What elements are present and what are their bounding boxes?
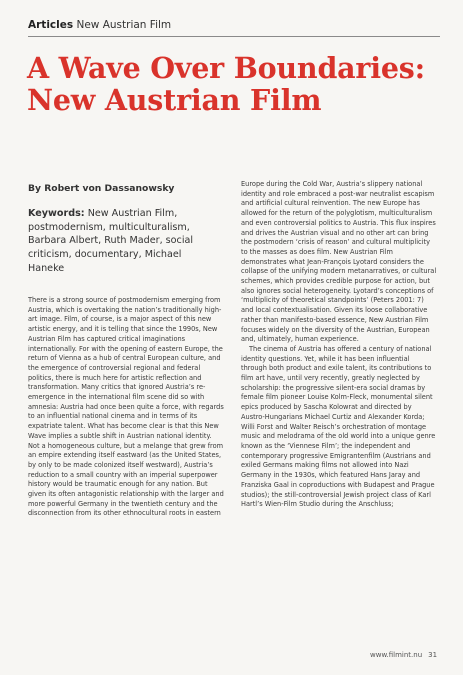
keywords-label: Keywords: <box>28 208 85 219</box>
article-title: A Wave Over Boundaries: New Austrian Film <box>27 51 425 117</box>
keywords-block <box>28 207 208 276</box>
section-label <box>28 19 171 31</box>
footer-url: www.filmint.nu <box>370 651 423 659</box>
body-paragraph: The cinema of Austria has offered a century of national identity questions. Yet, while it has been influential through both product and exile talent, its contributions to film art have, until very recently, greatly neglected by scholarship: the progressive silent-era social dramas by female film pioneer Louise Kolm-Fleck, monumental silent epics produced by Sascha Kolowrat and directed by Austro-Hungarians Michael Curtiz and Alexander Korda; Willi Forst and Walter Reisch’s orchestration of montage music and melodrama of the old world into a unique genre known as the ‘Viennese Film’; the independent and contemporary progressive Emigrantenfilm (Austrians and exiled Germans making films not allowed into Nazi Germany in the 1930s, which featured Hans Jaray and Franziska Gaal in coproductions with Budapest and Prague studios); the still-controversial Jewish project class of Karl Hartl’s Wien-Film Studio during the Anschluss; <box>241 344 436 509</box>
body-paragraph: Europe during the Cold War, Austria’s slippery national identity and role embraced a post-war neutralist escapism and artificial cultural reinvention. The new Europe has allowed for the return of the polyglotism, multiculturalism and even controversial politics to Austria. This flux inspires and drives the Austrian visual and no other art can bring the postmodern ‘crisis of reason’ and cultural multiplicity to the masses as does film. New Austrian Film demonstrates what Jean-François Lyotard considers the collapse of the unifying modern metanarratives, or cultural schemes, which provides credible purpose for action, but also ignores social heterogeneity. Lyotard’s conceptions of ‘multiplicity of theoretical standpoints’ (Peters 2001: 7) and local contextualisation. Given its loose collaborative rather than manifesto-based essence, New Austrian Film focuses widely on the diversity of the Austrian, European and, ultimately, human experience. <box>241 180 437 344</box>
section-name: Articles <box>28 19 74 31</box>
byline: By Robert von Dassanowsky <box>28 183 175 194</box>
body-paragraph: There is a strong source of postmodernism emerging from Austria, which is overtaking the nation’s traditionally high-art image. Film, of course, is a major aspect of this new artistic energy, and it is telling that since the 1990s, New Austrian Film has captured critical imaginations internationally. For with the opening of eastern Europe, the return of Vienna as a hub of central European culture, and the emergence of controversial regional and federal politics, there is much here for artistic reflection and transformation. Many critics that ignored Austria’s re-emergence in the international film scene did so with amnesia: Austria had once been quite a force, with regards to an influential national cinema and in terms of its expatriate talent. What has become clear is that this New Wave implies a subtle shift in Austrian national identity. Not a homogeneous culture, but a melange that grew from an empire extending itself eastward (as the United States, by only to be made colonized itself westward), Austria’s reduction to a small country with an imperial superpower history would be traumatic enough for any nation. But given its often antagonistic relationship with the larger and more powerful Germany in the twentieth century and the disconnection from its other ethnocultural roots in eastern <box>28 296 224 518</box>
page-number: 31 <box>428 651 438 659</box>
header-rule <box>28 36 440 37</box>
body-column-left <box>28 296 224 519</box>
subsection-name: New Austrian Film <box>76 19 172 31</box>
keywords-text: New Austrian Film, postmodernism, multiculturalism, Barbara Albert, Ruth Mader, social criticism, documentary, Michael Haneke <box>28 208 194 274</box>
body-column-right <box>241 180 437 510</box>
page-footer <box>370 651 437 659</box>
